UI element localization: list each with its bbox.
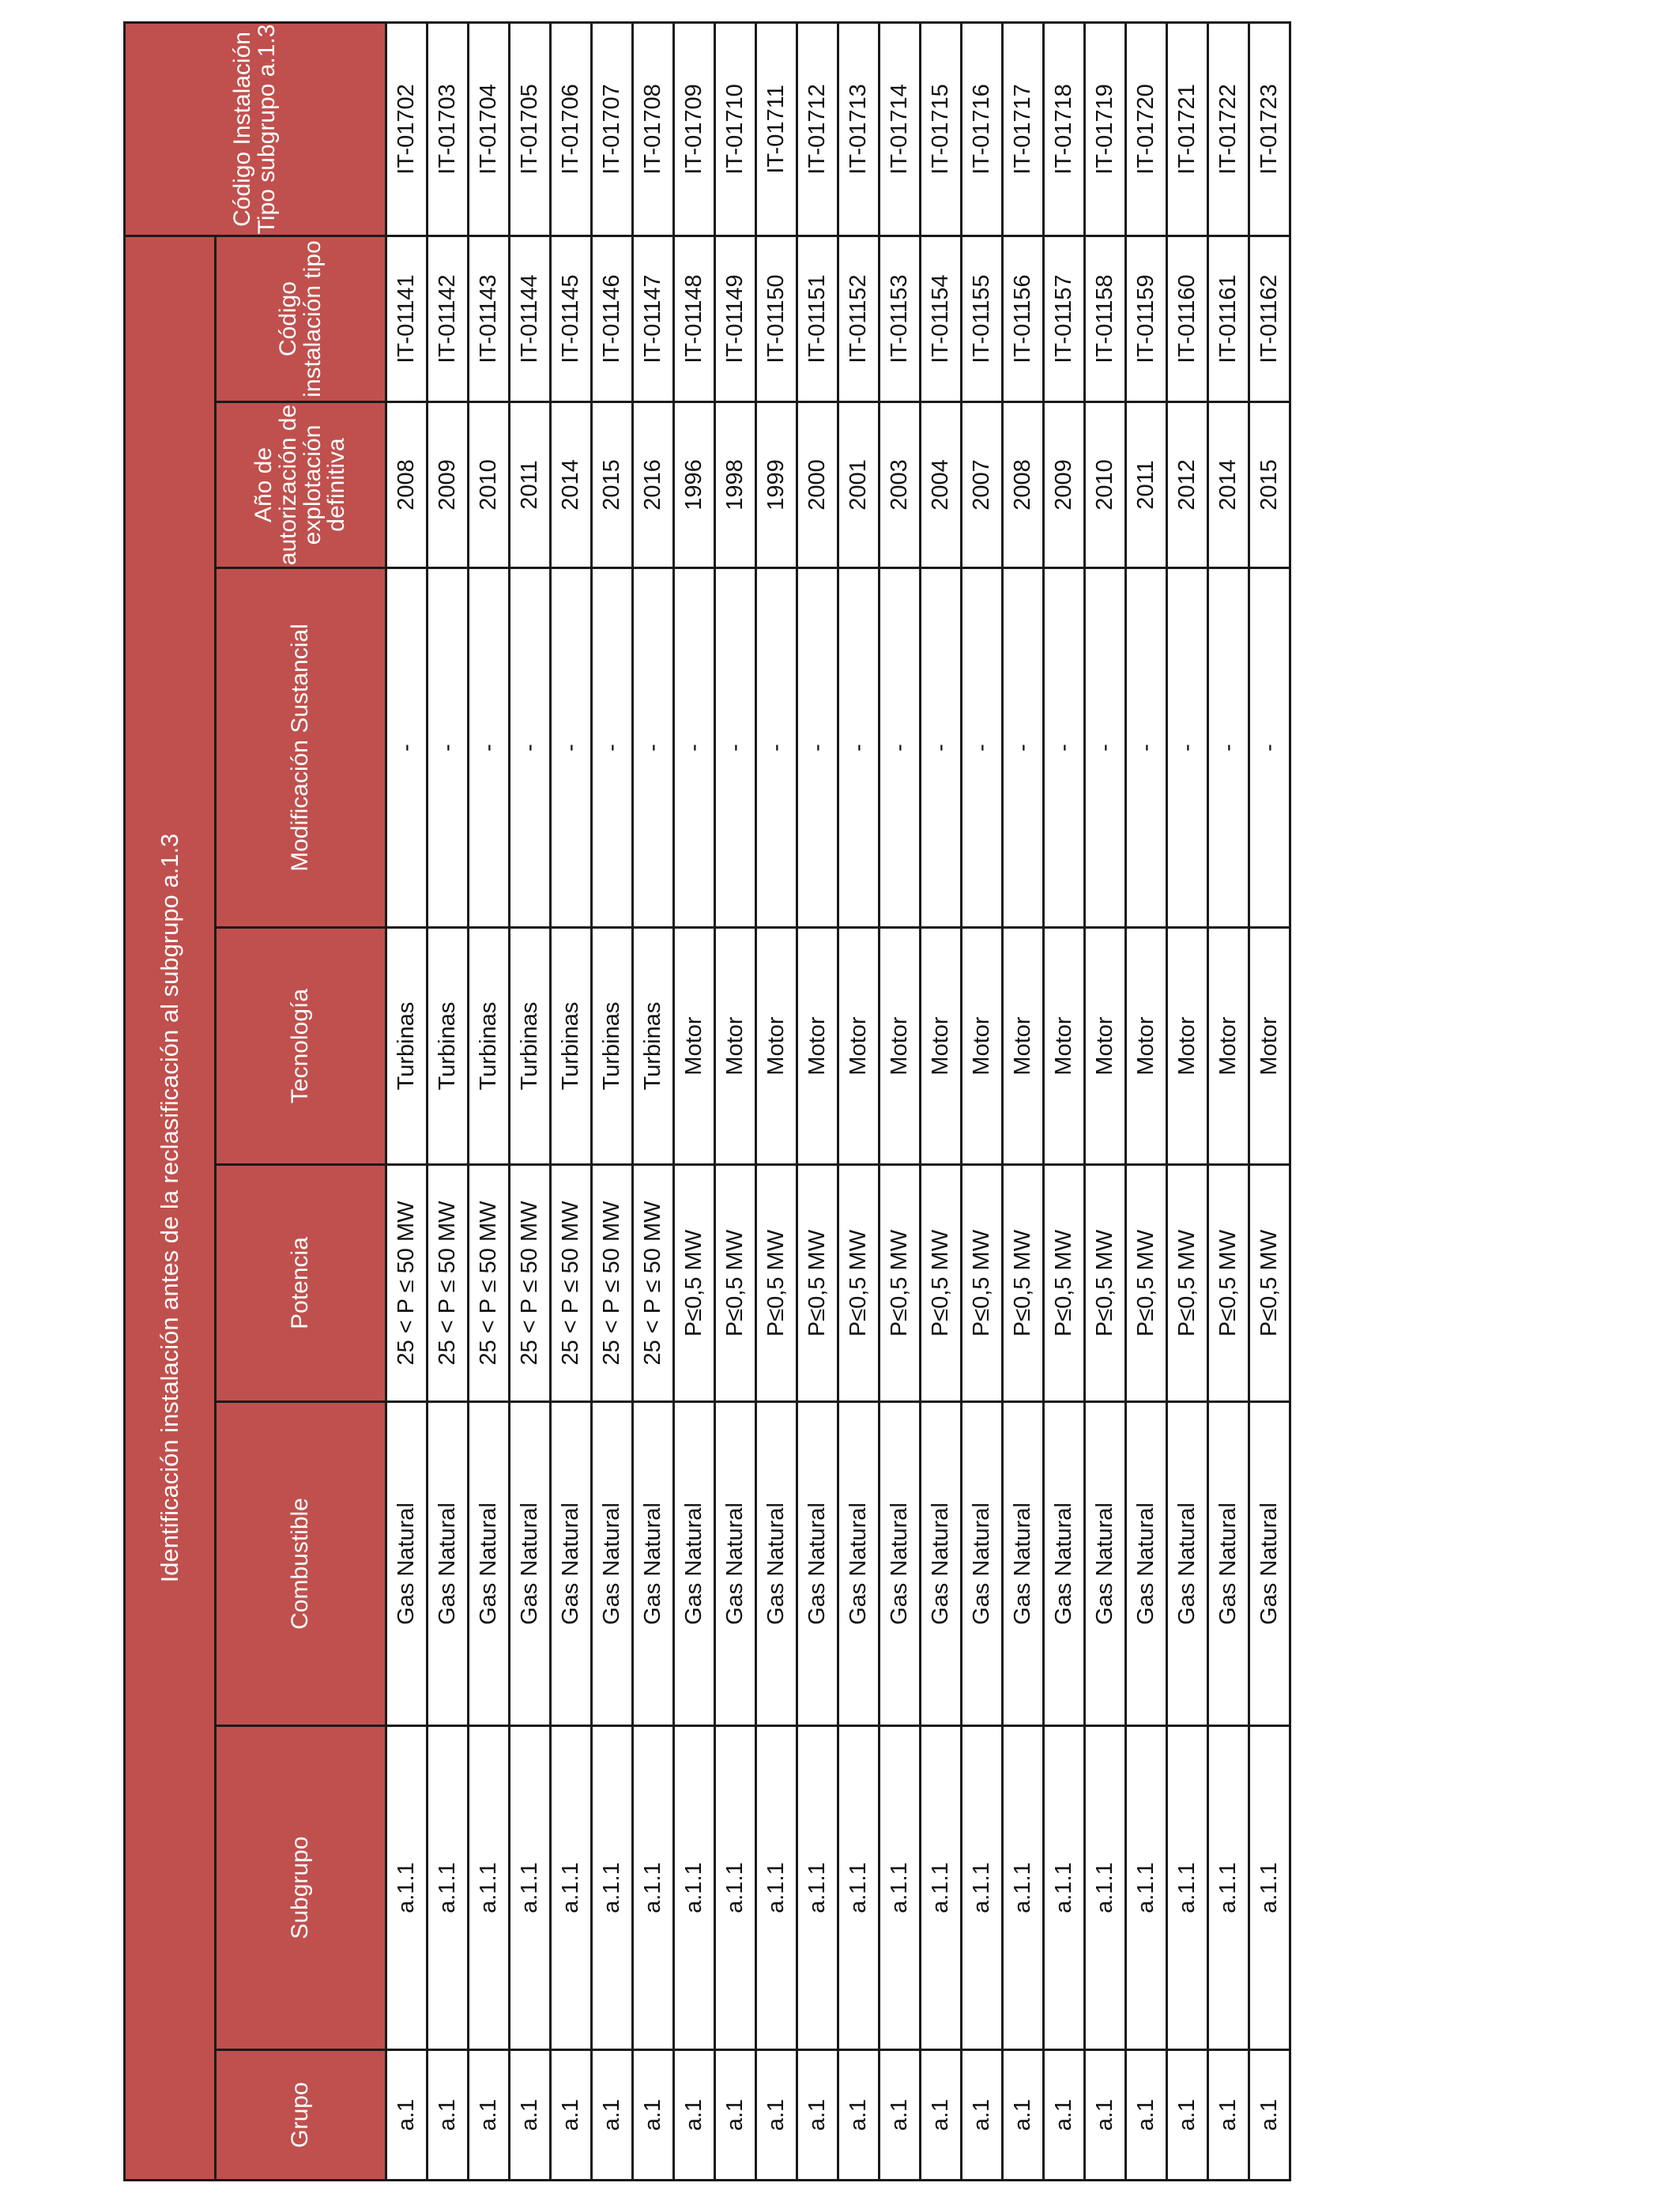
cell-subgrupo: a.1.1 xyxy=(633,1726,674,2050)
cell-tecnologia: Motor xyxy=(1085,928,1126,1165)
cell-subgrupo: a.1.1 xyxy=(674,1726,715,2050)
table-row xyxy=(880,22,921,2180)
cell-modificacion: - xyxy=(1167,568,1208,928)
cell-combustible: Gas Natural xyxy=(1167,1402,1208,1726)
cell-tecnologia: Motor xyxy=(674,928,715,1165)
cell-codigo-a13: IT-01718 xyxy=(1044,22,1085,236)
cell-combustible: Gas Natural xyxy=(756,1402,797,1726)
cell-anio: 1999 xyxy=(756,402,797,568)
cell-subgrupo: a.1.1 xyxy=(592,1726,633,2050)
cell-codigo-a13: IT-01708 xyxy=(633,22,674,236)
cell-combustible: Gas Natural xyxy=(962,1402,1003,1726)
cell-tecnologia: Motor xyxy=(1126,928,1167,1165)
cell-potencia: P≤0,5 MW xyxy=(756,1165,797,1402)
cell-potencia: 25 < P ≤ 50 MW xyxy=(469,1165,510,1402)
cell-codigo-tipo: IT-01153 xyxy=(880,236,921,401)
cell-tecnologia: Turbinas xyxy=(633,928,674,1165)
cell-modificacion: - xyxy=(715,568,756,928)
cell-modificacion: - xyxy=(674,568,715,928)
header-subgrupo: Subgrupo xyxy=(216,1726,386,2050)
cell-anio: 2010 xyxy=(469,402,510,568)
cell-potencia: P≤0,5 MW xyxy=(1167,1165,1208,1402)
title-row xyxy=(125,22,216,2180)
cell-codigo-tipo: IT-01156 xyxy=(1003,236,1044,401)
cell-anio: 2015 xyxy=(592,402,633,568)
cell-codigo-tipo: IT-01155 xyxy=(962,236,1003,401)
cell-codigo-a13: IT-01702 xyxy=(386,22,428,236)
cell-anio: 2014 xyxy=(551,402,592,568)
cell-potencia: P≤0,5 MW xyxy=(921,1165,962,1402)
cell-grupo: a.1 xyxy=(1208,2050,1249,2181)
cell-grupo: a.1 xyxy=(1167,2050,1208,2181)
table-row xyxy=(1126,22,1167,2180)
table-row xyxy=(962,22,1003,2180)
cell-modificacion: - xyxy=(1126,568,1167,928)
cell-codigo-tipo: IT-01158 xyxy=(1085,236,1126,401)
cell-codigo-tipo: IT-01159 xyxy=(1126,236,1167,401)
cell-combustible: Gas Natural xyxy=(1126,1402,1167,1726)
cell-codigo-tipo: IT-01147 xyxy=(633,236,674,401)
cell-modificacion: - xyxy=(469,568,510,928)
table-row xyxy=(386,22,428,2180)
cell-subgrupo: a.1.1 xyxy=(386,1726,428,2050)
cell-combustible: Gas Natural xyxy=(592,1402,633,1726)
cell-tecnologia: Turbinas xyxy=(551,928,592,1165)
cell-tecnologia: Motor xyxy=(838,928,880,1165)
cell-anio: 1996 xyxy=(674,402,715,568)
cell-grupo: a.1 xyxy=(428,2050,469,2181)
cell-potencia: P≤0,5 MW xyxy=(962,1165,1003,1402)
cell-combustible: Gas Natural xyxy=(1003,1402,1044,1726)
cell-anio: 2000 xyxy=(797,402,838,568)
cell-subgrupo: a.1.1 xyxy=(1003,1726,1044,2050)
cell-codigo-a13: IT-01706 xyxy=(551,22,592,236)
table-row xyxy=(469,22,510,2180)
cell-anio: 2012 xyxy=(1167,402,1208,568)
cell-potencia: P≤0,5 MW xyxy=(674,1165,715,1402)
cell-codigo-tipo: IT-01160 xyxy=(1167,236,1208,401)
cell-anio: 2009 xyxy=(428,402,469,568)
cell-tecnologia: Motor xyxy=(715,928,756,1165)
cell-grupo: a.1 xyxy=(510,2050,551,2181)
cell-grupo: a.1 xyxy=(838,2050,880,2181)
cell-modificacion: - xyxy=(551,568,592,928)
header-tecnologia: Tecnología xyxy=(216,928,386,1165)
cell-codigo-a13: IT-01716 xyxy=(962,22,1003,236)
cell-codigo-a13: IT-01713 xyxy=(838,22,880,236)
cell-anio: 2008 xyxy=(386,402,428,568)
rotated-page xyxy=(123,24,1290,2181)
cell-combustible: Gas Natural xyxy=(838,1402,880,1726)
cell-codigo-a13: IT-01711 xyxy=(756,22,797,236)
cell-anio: 2007 xyxy=(962,402,1003,568)
cell-codigo-tipo: IT-01157 xyxy=(1044,236,1085,401)
cell-anio: 2014 xyxy=(1208,402,1249,568)
cell-subgrupo: a.1.1 xyxy=(1085,1726,1126,2050)
cell-grupo: a.1 xyxy=(797,2050,838,2181)
cell-combustible: Gas Natural xyxy=(880,1402,921,1726)
column-header-row xyxy=(216,22,386,2180)
cell-grupo: a.1 xyxy=(633,2050,674,2181)
cell-codigo-a13: IT-01722 xyxy=(1208,22,1249,236)
cell-grupo: a.1 xyxy=(469,2050,510,2181)
cell-potencia: 25 < P ≤ 50 MW xyxy=(592,1165,633,1402)
cell-subgrupo: a.1.1 xyxy=(797,1726,838,2050)
cell-modificacion: - xyxy=(962,568,1003,928)
cell-subgrupo: a.1.1 xyxy=(921,1726,962,2050)
cell-potencia: P≤0,5 MW xyxy=(1085,1165,1126,1402)
table-row xyxy=(633,22,674,2180)
table-row xyxy=(674,22,715,2180)
cell-combustible: Gas Natural xyxy=(1249,1402,1290,1726)
cell-tecnologia: Turbinas xyxy=(510,928,551,1165)
cell-potencia: P≤0,5 MW xyxy=(880,1165,921,1402)
header-potencia: Potencia xyxy=(216,1165,386,1402)
cell-tecnologia: Turbinas xyxy=(386,928,428,1165)
cell-anio: 2009 xyxy=(1044,402,1085,568)
table-row xyxy=(797,22,838,2180)
cell-combustible: Gas Natural xyxy=(551,1402,592,1726)
cell-combustible: Gas Natural xyxy=(921,1402,962,1726)
cell-codigo-tipo: IT-01145 xyxy=(551,236,592,401)
reclassification-table xyxy=(123,21,1291,2181)
cell-combustible: Gas Natural xyxy=(386,1402,428,1726)
cell-combustible: Gas Natural xyxy=(633,1402,674,1726)
cell-combustible: Gas Natural xyxy=(469,1402,510,1726)
cell-codigo-tipo: IT-01142 xyxy=(428,236,469,401)
cell-tecnologia: Turbinas xyxy=(592,928,633,1165)
cell-modificacion: - xyxy=(386,568,428,928)
cell-combustible: Gas Natural xyxy=(1085,1402,1126,1726)
cell-subgrupo: a.1.1 xyxy=(838,1726,880,2050)
cell-anio: 2010 xyxy=(1085,402,1126,568)
cell-modificacion: - xyxy=(1044,568,1085,928)
header-modificacion: Modificación Sustancial xyxy=(216,568,386,928)
cell-grupo: a.1 xyxy=(715,2050,756,2181)
cell-combustible: Gas Natural xyxy=(1044,1402,1085,1726)
cell-modificacion: - xyxy=(1249,568,1290,928)
cell-anio: 2011 xyxy=(1126,402,1167,568)
cell-anio: 2008 xyxy=(1003,402,1044,568)
table-row xyxy=(1208,22,1249,2180)
cell-codigo-tipo: IT-01161 xyxy=(1208,236,1249,401)
cell-subgrupo: a.1.1 xyxy=(1208,1726,1249,2050)
table-row xyxy=(592,22,633,2180)
cell-codigo-tipo: IT-01152 xyxy=(838,236,880,401)
table-row xyxy=(756,22,797,2180)
cell-potencia: P≤0,5 MW xyxy=(797,1165,838,1402)
cell-combustible: Gas Natural xyxy=(428,1402,469,1726)
cell-codigo-a13: IT-01704 xyxy=(469,22,510,236)
cell-grupo: a.1 xyxy=(386,2050,428,2181)
cell-anio: 2011 xyxy=(510,402,551,568)
table-row xyxy=(921,22,962,2180)
cell-grupo: a.1 xyxy=(962,2050,1003,2181)
cell-modificacion: - xyxy=(880,568,921,928)
cell-codigo-tipo: IT-01151 xyxy=(797,236,838,401)
cell-combustible: Gas Natural xyxy=(797,1402,838,1726)
cell-tecnologia: Motor xyxy=(797,928,838,1165)
group-title: Identificación instalación antes de la reclasificación al subgrupo a.1.3 xyxy=(125,236,216,2180)
cell-subgrupo: a.1.1 xyxy=(428,1726,469,2050)
cell-codigo-tipo: IT-01162 xyxy=(1249,236,1290,401)
table-row xyxy=(1167,22,1208,2180)
cell-codigo-a13: IT-01707 xyxy=(592,22,633,236)
cell-modificacion: - xyxy=(797,568,838,928)
cell-subgrupo: a.1.1 xyxy=(756,1726,797,2050)
cell-codigo-a13: IT-01720 xyxy=(1126,22,1167,236)
cell-grupo: a.1 xyxy=(1003,2050,1044,2181)
cell-codigo-tipo: IT-01141 xyxy=(386,236,428,401)
cell-potencia: P≤0,5 MW xyxy=(715,1165,756,1402)
cell-subgrupo: a.1.1 xyxy=(1126,1726,1167,2050)
cell-potencia: P≤0,5 MW xyxy=(1208,1165,1249,1402)
cell-potencia: 25 < P ≤ 50 MW xyxy=(510,1165,551,1402)
cell-tecnologia: Motor xyxy=(962,928,1003,1165)
cell-subgrupo: a.1.1 xyxy=(880,1726,921,2050)
cell-modificacion: - xyxy=(838,568,880,928)
cell-tecnologia: Motor xyxy=(1003,928,1044,1165)
cell-potencia: 25 < P ≤ 50 MW xyxy=(551,1165,592,1402)
cell-subgrupo: a.1.1 xyxy=(1249,1726,1290,2050)
cell-codigo-a13: IT-01705 xyxy=(510,22,551,236)
cell-tecnologia: Turbinas xyxy=(469,928,510,1165)
cell-codigo-a13: IT-01721 xyxy=(1167,22,1208,236)
cell-grupo: a.1 xyxy=(592,2050,633,2181)
cell-tecnologia: Motor xyxy=(1167,928,1208,1165)
cell-modificacion: - xyxy=(1208,568,1249,928)
cell-codigo-a13: IT-01715 xyxy=(921,22,962,236)
table-row xyxy=(1003,22,1044,2180)
cell-grupo: a.1 xyxy=(1044,2050,1085,2181)
cell-modificacion: - xyxy=(1003,568,1044,928)
cell-subgrupo: a.1.1 xyxy=(510,1726,551,2050)
cell-tecnologia: Turbinas xyxy=(428,928,469,1165)
cell-combustible: Gas Natural xyxy=(1208,1402,1249,1726)
cell-codigo-a13: IT-01703 xyxy=(428,22,469,236)
table-row xyxy=(715,22,756,2180)
cell-anio: 2015 xyxy=(1249,402,1290,568)
cell-codigo-tipo: IT-01144 xyxy=(510,236,551,401)
cell-anio: 1998 xyxy=(715,402,756,568)
cell-codigo-a13: IT-01723 xyxy=(1249,22,1290,236)
cell-potencia: P≤0,5 MW xyxy=(1003,1165,1044,1402)
cell-modificacion: - xyxy=(510,568,551,928)
cell-modificacion: - xyxy=(633,568,674,928)
cell-modificacion: - xyxy=(428,568,469,928)
cell-subgrupo: a.1.1 xyxy=(962,1726,1003,2050)
cell-codigo-tipo: IT-01149 xyxy=(715,236,756,401)
cell-codigo-tipo: IT-01154 xyxy=(921,236,962,401)
cell-combustible: Gas Natural xyxy=(510,1402,551,1726)
cell-tecnologia: Motor xyxy=(880,928,921,1165)
cell-combustible: Gas Natural xyxy=(715,1402,756,1726)
table-header xyxy=(125,22,386,2180)
cell-subgrupo: a.1.1 xyxy=(469,1726,510,2050)
cell-tecnologia: Motor xyxy=(756,928,797,1165)
cell-grupo: a.1 xyxy=(551,2050,592,2181)
cell-codigo-a13: IT-01714 xyxy=(880,22,921,236)
cell-combustible: Gas Natural xyxy=(674,1402,715,1726)
cell-potencia: 25 < P ≤ 50 MW xyxy=(633,1165,674,1402)
cell-subgrupo: a.1.1 xyxy=(715,1726,756,2050)
cell-potencia: P≤0,5 MW xyxy=(838,1165,880,1402)
header-grupo: Grupo xyxy=(216,2050,386,2181)
cell-codigo-tipo: IT-01148 xyxy=(674,236,715,401)
cell-modificacion: - xyxy=(592,568,633,928)
cell-codigo-a13: IT-01717 xyxy=(1003,22,1044,236)
cell-codigo-a13: IT-01710 xyxy=(715,22,756,236)
cell-codigo-tipo: IT-01150 xyxy=(756,236,797,401)
cell-grupo: a.1 xyxy=(674,2050,715,2181)
cell-anio: 2001 xyxy=(838,402,880,568)
table-row xyxy=(551,22,592,2180)
cell-anio: 2003 xyxy=(880,402,921,568)
cell-grupo: a.1 xyxy=(1085,2050,1126,2181)
cell-modificacion: - xyxy=(1085,568,1126,928)
header-codigo-a13: Código Instalación Tipo subgrupo a.1.3 xyxy=(125,22,386,236)
header-codigo-tipo: Código instalación tipo xyxy=(216,236,386,401)
cell-potencia: P≤0,5 MW xyxy=(1044,1165,1085,1402)
cell-potencia: 25 < P ≤ 50 MW xyxy=(428,1165,469,1402)
table-row xyxy=(428,22,469,2180)
cell-grupo: a.1 xyxy=(756,2050,797,2181)
table-row xyxy=(1249,22,1290,2180)
cell-potencia: P≤0,5 MW xyxy=(1126,1165,1167,1402)
cell-grupo: a.1 xyxy=(1249,2050,1290,2181)
cell-grupo: a.1 xyxy=(1126,2050,1167,2181)
table-row xyxy=(838,22,880,2180)
cell-potencia: P≤0,5 MW xyxy=(1249,1165,1290,1402)
cell-tecnologia: Motor xyxy=(1208,928,1249,1165)
cell-codigo-tipo: IT-01146 xyxy=(592,236,633,401)
cell-subgrupo: a.1.1 xyxy=(551,1726,592,2050)
table-row xyxy=(1044,22,1085,2180)
cell-codigo-a13: IT-01712 xyxy=(797,22,838,236)
cell-subgrupo: a.1.1 xyxy=(1167,1726,1208,2050)
header-combustible: Combustible xyxy=(216,1402,386,1726)
cell-tecnologia: Motor xyxy=(1249,928,1290,1165)
header-anio: Año de autorización de explotación definitiva xyxy=(216,402,386,568)
table-row xyxy=(510,22,551,2180)
cell-tecnologia: Motor xyxy=(921,928,962,1165)
cell-grupo: a.1 xyxy=(921,2050,962,2181)
cell-tecnologia: Motor xyxy=(1044,928,1085,1165)
cell-codigo-a13: IT-01719 xyxy=(1085,22,1126,236)
cell-subgrupo: a.1.1 xyxy=(1044,1726,1085,2050)
cell-grupo: a.1 xyxy=(880,2050,921,2181)
cell-modificacion: - xyxy=(921,568,962,928)
table-row xyxy=(1085,22,1126,2180)
cell-potencia: 25 < P ≤ 50 MW xyxy=(386,1165,428,1402)
cell-modificacion: - xyxy=(756,568,797,928)
table-body xyxy=(386,22,1290,2180)
cell-codigo-tipo: IT-01143 xyxy=(469,236,510,401)
cell-anio: 2004 xyxy=(921,402,962,568)
cell-anio: 2016 xyxy=(633,402,674,568)
cell-codigo-a13: IT-01709 xyxy=(674,22,715,236)
